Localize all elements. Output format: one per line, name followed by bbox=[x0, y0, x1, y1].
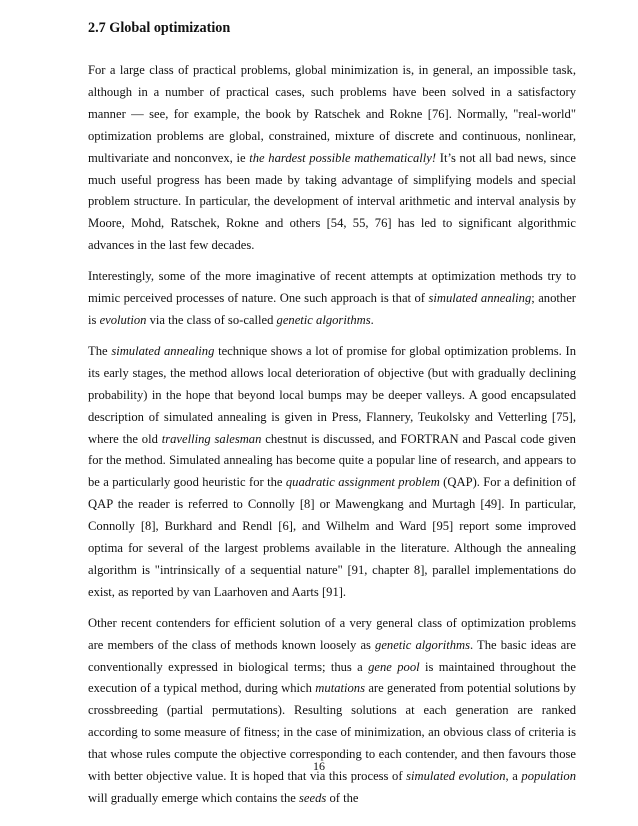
italic-text-run: simulated evolution bbox=[406, 769, 506, 784]
italic-text-run: travelling salesman bbox=[161, 431, 262, 446]
text-run: Interestingly, some of the more imaginative of recent attempts at optimization methods try to mimic perceived processes of nature. One such approach is that of bbox=[88, 269, 576, 306]
paragraph-genetic-algorithms bbox=[88, 613, 576, 810]
text-run: of the bbox=[326, 791, 359, 805]
italic-text-run: evolution bbox=[99, 312, 147, 327]
text-run: ; another is bbox=[88, 291, 576, 327]
text-run: are generated from potential solutions by crossbreeding (partial permutations). Resulting solutions at each generation are ranked according to some measure of fitness; in the case of minimization, an obvious class of criteria is that whose rules compute the objective corresponding to each contender, and then favours those with better objective value. It is hoped that via this process of bbox=[88, 681, 576, 784]
italic-text-run: quadratic assignment problem bbox=[285, 475, 440, 490]
section-heading: 2.7 Global optimization bbox=[88, 20, 231, 36]
text-run: . The basic ideas are conventionally expressed in biological terms; thus a bbox=[88, 637, 576, 674]
italic-text-run: genetic algorithms bbox=[375, 637, 471, 652]
text-run: It’s not all bad news, since much useful progress has been made by taking advantage of simplifying models and special problem structure. In particular, the development of interval arithmetic and interval analysis by Moore, Mohd, Ratschek, Rokne and others [54, 55, 76] has led to significant algorithmic advances in the last few decades. bbox=[88, 150, 576, 253]
text-run: will gradually emerge which contains the bbox=[88, 791, 300, 805]
italic-text-run: mutations bbox=[315, 681, 365, 696]
italic-text-run: simulated annealing bbox=[111, 343, 215, 358]
italic-text-run: gene pool bbox=[368, 659, 420, 674]
italic-text-run: population bbox=[521, 769, 576, 784]
text-run: Other recent contenders for efficient solution of a very general class of optimization problems are members of the class of methods known loosely as bbox=[88, 615, 576, 652]
text-run: chestnut is discussed, and FORTRAN and Pascal code given for the method. Simulated annealing has become quite a popular line of research, and appears to be a particularly good heuristic for the bbox=[88, 431, 576, 490]
page-number: 16 bbox=[313, 759, 325, 773]
text-run: For a large class of practical problems, global minimization is, in general, an impossible task, although in a number of practical cases, such problems have been solved in a satisfactory manner — see, for example, the book by Ratschek and Rokne [76]. Normally, "real-world" optimization problems are global, constrained, mixture of discrete and continuous, nonlinear, multivariate and nonconvex, ie bbox=[88, 63, 576, 165]
paragraph-simulated-annealing bbox=[88, 341, 576, 604]
text-run: via the class of so-called bbox=[146, 312, 277, 327]
italic-text-run: genetic algorithms bbox=[276, 312, 371, 327]
text-run: (QAP). For a definition of QAP the reader is referred to Connolly [8] or Mawengkang and Murtagh [49]. In particular, Connolly [8], Burkhard and Rendl [6], and Wilhelm and Ward [95] report some improved optima for several of the largest problems available in the literature. Although the annealing algorithm is "intrinsically of a sequential nature" [91, chapter 8], parallel implementations do exist, as reported by van Laarhoven and Aarts [91]. bbox=[88, 475, 577, 599]
italic-text-run: the hardest possible mathematically! bbox=[249, 150, 437, 165]
italic-text-run: simulated annealing bbox=[428, 291, 532, 306]
italic-text-run: seeds bbox=[299, 791, 327, 805]
text-run: . bbox=[370, 312, 374, 327]
paragraph-intro bbox=[88, 60, 576, 257]
text-run: , a bbox=[505, 769, 522, 784]
body-text bbox=[88, 60, 576, 819]
text-run: is maintained throughout the execution of a typical method, during which bbox=[88, 659, 576, 696]
paragraph-nature-methods bbox=[88, 266, 576, 332]
text-run: technique shows a lot of promise for global optimization problems. In its early stages, the method allows local deterioration of objective (but with gradually declining probability) in the hope that beyond local bumps may be deeper valleys. A good encapsulated description of simulated annealing is given in Press, Flannery, Teukolsky and Vetterling [75], where the old bbox=[88, 343, 576, 446]
text-run: The bbox=[88, 343, 112, 358]
